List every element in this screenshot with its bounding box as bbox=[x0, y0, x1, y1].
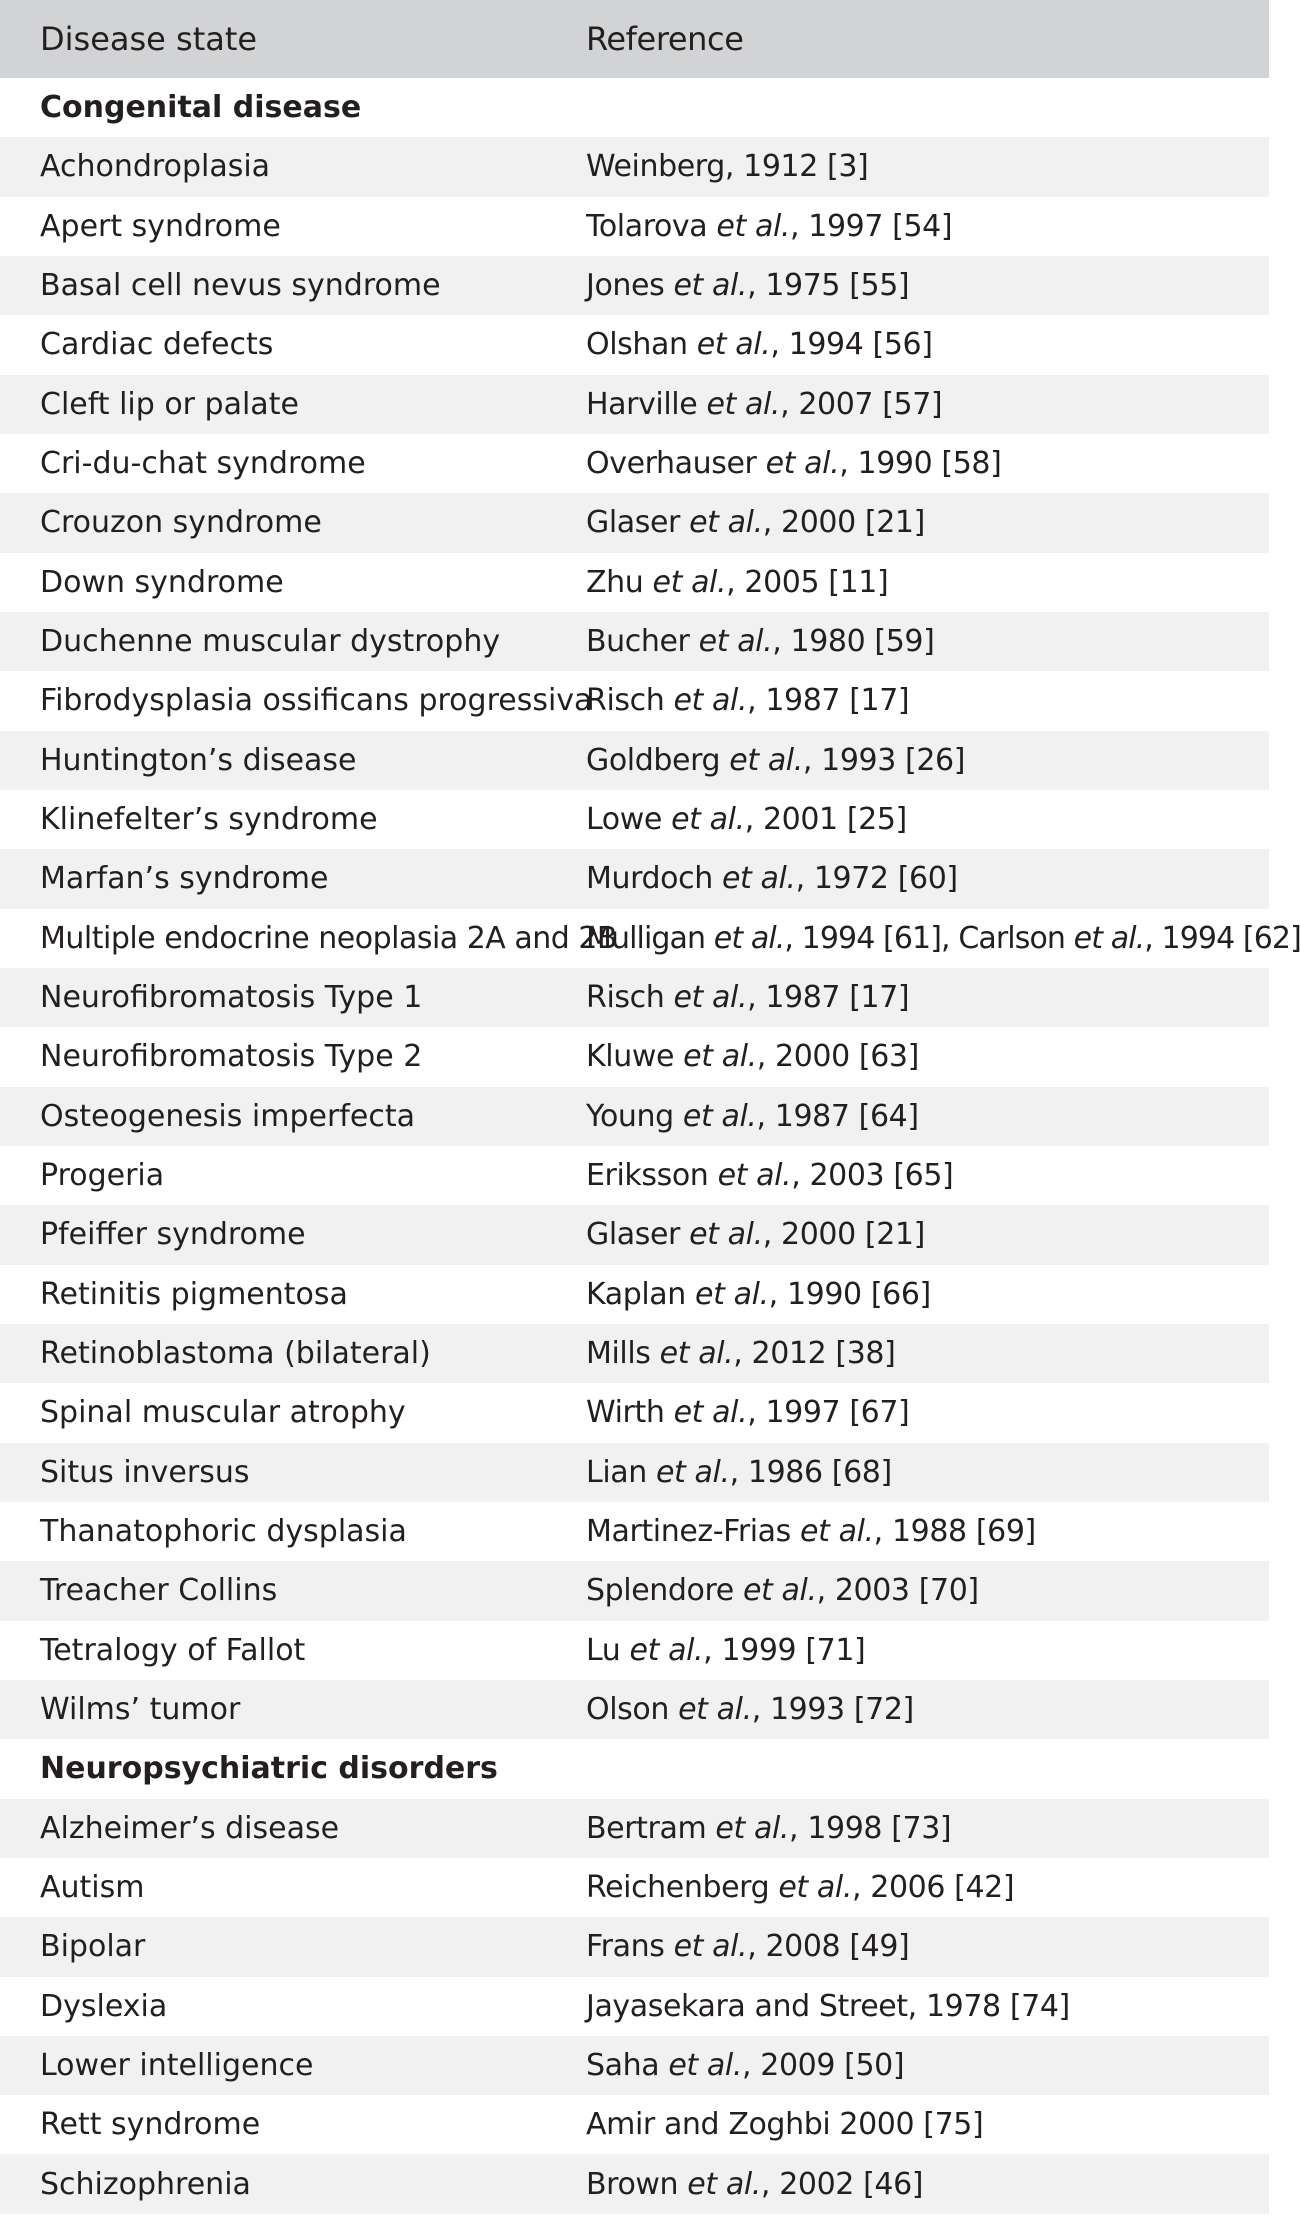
table-row bbox=[0, 375, 1269, 434]
reference-text: , 1990 [58] bbox=[839, 446, 1002, 482]
reference-etal: et al. bbox=[729, 742, 803, 778]
disease-cell: Situs inversus bbox=[40, 1454, 250, 1490]
reference-text: , 2005 [11] bbox=[726, 564, 889, 600]
reference-etal: et al. bbox=[765, 446, 840, 482]
reference-text: , 1999 [71] bbox=[703, 1632, 866, 1668]
reference-cell bbox=[586, 149, 1269, 184]
reference-text: Goldberg bbox=[586, 742, 730, 778]
header-reference: Reference bbox=[586, 20, 744, 58]
disease-cell: Lower intelligence bbox=[40, 2047, 314, 2083]
table-row bbox=[0, 1621, 1269, 1680]
disease-cell: Bipolar bbox=[40, 1929, 146, 1965]
table-row bbox=[0, 1324, 1269, 1383]
reference-cell bbox=[586, 921, 1301, 956]
reference-text: , 1980 [59] bbox=[772, 624, 935, 660]
table-row bbox=[0, 909, 1301, 968]
disease-cell: Duchenne muscular dystrophy bbox=[40, 624, 501, 660]
reference-text: Risch bbox=[586, 980, 674, 1016]
reference-etal: et al. bbox=[695, 1276, 769, 1312]
section-title: Congenital disease bbox=[40, 90, 362, 126]
reference-text: Eriksson bbox=[586, 1158, 718, 1194]
reference-text: Glaser bbox=[586, 505, 690, 541]
table-row bbox=[0, 790, 1269, 849]
reference-etal: et al. bbox=[629, 1632, 704, 1668]
section-header-row bbox=[0, 1739, 1269, 1798]
reference-text: , 2006 [42] bbox=[851, 1870, 1015, 1905]
reference-text: , 1994 [62] bbox=[1144, 920, 1301, 956]
reference-text: , 2009 [50] bbox=[742, 2047, 905, 2083]
reference-etal: et al. bbox=[706, 386, 781, 422]
reference-etal: et al. bbox=[716, 208, 791, 244]
disease-cell: Progeria bbox=[40, 1158, 165, 1194]
table-row bbox=[0, 968, 1269, 1027]
reference-cell bbox=[586, 861, 1269, 896]
reference-text: , 1988 [69] bbox=[873, 1514, 1036, 1550]
reference-etal: et al. bbox=[800, 1514, 874, 1550]
table-row bbox=[0, 671, 1269, 730]
reference-text: Kaplan bbox=[586, 1276, 696, 1312]
reference-etal: et al. bbox=[673, 1929, 748, 1965]
table-row bbox=[0, 1680, 1269, 1739]
table-row bbox=[0, 2095, 1269, 2154]
reference-etal: et al. bbox=[742, 1573, 817, 1609]
reference-cell bbox=[586, 1514, 1269, 1549]
table-row bbox=[0, 1087, 1269, 1146]
table-row bbox=[0, 434, 1269, 493]
disease-cell: Neurofibromatosis Type 2 bbox=[40, 1039, 423, 1075]
table-row bbox=[0, 1858, 1269, 1917]
reference-text: , 1972 [60] bbox=[795, 861, 958, 897]
reference-cell bbox=[586, 802, 1269, 837]
reference-cell bbox=[586, 1929, 1269, 1964]
reference-cell bbox=[586, 505, 1269, 540]
reference-text: Olshan bbox=[586, 327, 697, 363]
reference-text: , 1993 [26] bbox=[802, 742, 966, 778]
disease-cell: Wilms’ tumor bbox=[40, 1692, 241, 1728]
reference-text: Olson bbox=[586, 1692, 679, 1728]
reference-text: , 1987 [64] bbox=[756, 1098, 919, 1134]
section-header-row bbox=[0, 78, 1269, 137]
disease-cell: Down syndrome bbox=[40, 564, 284, 600]
table-row bbox=[0, 849, 1269, 908]
reference-text: , 1994 [61], Carlson bbox=[784, 920, 1074, 956]
reference-cell bbox=[586, 1217, 1269, 1252]
reference-text: , 2003 [65] bbox=[791, 1158, 954, 1194]
reference-etal: et al. bbox=[1073, 920, 1145, 956]
reference-etal: et al. bbox=[678, 1692, 752, 1728]
disease-cell: Retinitis pigmentosa bbox=[40, 1276, 348, 1312]
disease-cell: Tetralogy of Fallot bbox=[40, 1632, 306, 1668]
reference-text: Overhauser bbox=[586, 446, 766, 482]
reference-text: , 2003 [70] bbox=[816, 1573, 979, 1609]
reference-text: Jones bbox=[586, 268, 674, 304]
reference-text: Saha bbox=[586, 2047, 669, 2083]
disease-cell: Neurofibromatosis Type 1 bbox=[40, 980, 423, 1016]
reference-etal: et al. bbox=[673, 1395, 748, 1431]
table-row bbox=[0, 1561, 1269, 1620]
reference-etal: et al. bbox=[683, 1039, 757, 1075]
reference-text: , 1986 [68] bbox=[729, 1454, 892, 1490]
table-header-row bbox=[0, 0, 1269, 78]
disease-cell: Cardiac defects bbox=[40, 327, 274, 363]
reference-etal: et al. bbox=[698, 624, 773, 660]
disease-cell: Cri-du-chat syndrome bbox=[40, 446, 366, 482]
reference-cell bbox=[586, 1455, 1269, 1490]
disease-cell: Cleft lip or palate bbox=[40, 386, 299, 422]
disease-cell: Alzheimer’s disease bbox=[40, 1810, 340, 1846]
disease-cell: Basal cell nevus syndrome bbox=[40, 268, 441, 304]
reference-text: Glaser bbox=[586, 1217, 690, 1253]
reference-etal: et al. bbox=[655, 1454, 730, 1490]
table-row bbox=[0, 197, 1269, 256]
reference-cell bbox=[586, 1099, 1269, 1134]
table-row bbox=[0, 612, 1269, 671]
reference-text: , 2001 [25] bbox=[744, 802, 907, 838]
reference-text: , 2007 [57] bbox=[780, 386, 943, 422]
reference-etal: et al. bbox=[652, 564, 727, 600]
disease-cell: Dyslexia bbox=[40, 1988, 168, 2024]
reference-text: Brown bbox=[586, 2166, 688, 2202]
reference-text: , 1975 [55] bbox=[747, 268, 910, 304]
reference-text: Reichenberg bbox=[586, 1870, 779, 1905]
reference-cell bbox=[586, 1870, 1269, 1905]
reference-text: , 1990 [66] bbox=[768, 1276, 931, 1312]
reference-etal: et al. bbox=[673, 980, 748, 1016]
reference-text: Lowe bbox=[586, 802, 672, 838]
reference-text: Weinberg, 1912 [3] bbox=[586, 149, 869, 185]
reference-cell bbox=[586, 624, 1269, 659]
reference-text: , 1997 [54] bbox=[790, 208, 953, 244]
reference-text: , 1987 [17] bbox=[747, 980, 910, 1016]
disease-cell: Multiple endocrine neoplasia 2A and 2B bbox=[40, 920, 618, 956]
reference-text: Mulligan bbox=[586, 920, 714, 956]
reference-etal: et al. bbox=[696, 327, 771, 363]
reference-text: Lu bbox=[586, 1632, 630, 1668]
disease-cell: Crouzon syndrome bbox=[40, 505, 322, 541]
reference-cell bbox=[586, 1395, 1269, 1430]
reference-text: Wirth bbox=[586, 1395, 674, 1431]
disease-cell: Retinoblastoma (bilateral) bbox=[40, 1336, 431, 1372]
disease-cell: Fibrodysplasia ossificans progressiva bbox=[40, 683, 593, 719]
reference-cell bbox=[586, 1039, 1269, 1074]
table-row bbox=[0, 553, 1269, 612]
reference-cell bbox=[586, 1336, 1269, 1371]
disease-cell: Huntington’s disease bbox=[40, 742, 357, 778]
reference-text: , 2008 [49] bbox=[747, 1929, 910, 1965]
reference-cell bbox=[586, 1277, 1269, 1312]
reference-text: Martinez-Frias bbox=[586, 1514, 801, 1550]
disease-cell: Treacher Collins bbox=[40, 1573, 278, 1609]
table-body bbox=[0, 78, 1301, 2214]
reference-cell bbox=[586, 446, 1269, 481]
disease-cell: Pfeiffer syndrome bbox=[40, 1217, 306, 1253]
reference-text: , 2000 [21] bbox=[762, 1217, 925, 1253]
reference-cell bbox=[586, 683, 1269, 718]
reference-cell bbox=[586, 1811, 1269, 1846]
table-row bbox=[0, 1443, 1269, 1502]
reference-text: Splendore bbox=[586, 1573, 743, 1609]
reference-cell bbox=[586, 565, 1269, 600]
reference-cell bbox=[586, 268, 1269, 303]
reference-text: Kluwe bbox=[586, 1039, 684, 1075]
reference-etal: et al. bbox=[668, 2047, 742, 2083]
reference-etal: et al. bbox=[689, 505, 763, 541]
reference-cell bbox=[586, 327, 1269, 362]
reference-text: Harville bbox=[586, 386, 707, 422]
reference-text: Jayasekara and Street, 1978 [74] bbox=[586, 1988, 1070, 2024]
table-row bbox=[0, 1917, 1269, 1976]
reference-etal: et al. bbox=[682, 1098, 757, 1134]
table-row bbox=[0, 1799, 1269, 1858]
reference-text: Bucher bbox=[586, 624, 699, 660]
table-row bbox=[0, 493, 1269, 552]
reference-cell bbox=[586, 1989, 1269, 2024]
reference-text: Zhu bbox=[586, 564, 653, 600]
reference-cell bbox=[586, 209, 1269, 244]
reference-etal: et al. bbox=[659, 1336, 734, 1372]
reference-text: Risch bbox=[586, 683, 674, 719]
reference-cell bbox=[586, 2107, 1269, 2142]
table-row bbox=[0, 731, 1269, 790]
reference-cell bbox=[586, 980, 1269, 1015]
reference-cell bbox=[586, 1633, 1269, 1668]
header-disease-state: Disease state bbox=[40, 20, 258, 58]
disease-cell: Schizophrenia bbox=[40, 2166, 251, 2202]
reference-text: Murdoch bbox=[586, 861, 722, 897]
reference-etal: et al. bbox=[778, 1870, 852, 1905]
table-row bbox=[0, 2036, 1269, 2095]
reference-text: Lian bbox=[586, 1454, 656, 1490]
reference-text: , 1987 [17] bbox=[747, 683, 910, 719]
reference-text: , 2000 [63] bbox=[756, 1039, 919, 1075]
table-row bbox=[0, 1502, 1269, 1561]
disease-cell: Apert syndrome bbox=[40, 208, 281, 244]
reference-etal: et al. bbox=[717, 1158, 792, 1194]
reference-cell bbox=[586, 1158, 1269, 1193]
reference-etal: et al. bbox=[673, 268, 748, 304]
table-row bbox=[0, 137, 1269, 196]
section-title: Neuropsychiatric disorders bbox=[40, 1751, 498, 1787]
table-row bbox=[0, 1977, 1269, 2036]
disease-cell: Marfan’s syndrome bbox=[40, 861, 329, 897]
reference-cell bbox=[586, 2167, 1269, 2202]
table-row bbox=[0, 2154, 1269, 2213]
reference-cell bbox=[586, 743, 1269, 778]
table-row bbox=[0, 256, 1269, 315]
reference-cell bbox=[586, 387, 1269, 422]
table-row bbox=[0, 315, 1269, 374]
reference-cell bbox=[586, 1573, 1269, 1608]
disease-cell: Spinal muscular atrophy bbox=[40, 1395, 406, 1431]
table-row bbox=[0, 1383, 1269, 1442]
table-row bbox=[0, 1265, 1269, 1324]
table-row bbox=[0, 1027, 1269, 1086]
reference-etal: et al. bbox=[715, 1810, 790, 1846]
table-row bbox=[0, 1146, 1269, 1205]
reference-text: , 1994 [56] bbox=[770, 327, 933, 363]
disease-cell: Klinefelter’s syndrome bbox=[40, 802, 378, 838]
reference-text: Frans bbox=[586, 1929, 674, 1965]
disease-cell: Thanatophoric dysplasia bbox=[40, 1514, 407, 1550]
reference-text: , 2000 [21] bbox=[762, 505, 925, 541]
disease-cell: Osteogenesis imperfecta bbox=[40, 1098, 415, 1134]
disease-cell: Achondroplasia bbox=[40, 149, 271, 185]
reference-text: , 1993 [72] bbox=[751, 1692, 914, 1728]
reference-text: , 1997 [67] bbox=[747, 1395, 910, 1431]
reference-text: , 2012 [38] bbox=[733, 1336, 896, 1372]
reference-text: Young bbox=[586, 1098, 683, 1134]
reference-etal: et al. bbox=[721, 861, 796, 897]
reference-text: Mills bbox=[586, 1336, 660, 1372]
reference-etal: et al. bbox=[713, 920, 785, 956]
reference-text: Amir and Zoghbi 2000 [75] bbox=[586, 2107, 984, 2143]
reference-etal: et al. bbox=[673, 683, 748, 719]
reference-text: , 1998 [73] bbox=[789, 1810, 952, 1846]
reference-etal: et al. bbox=[687, 2166, 761, 2202]
table-row bbox=[0, 1205, 1269, 1264]
reference-text: , 2002 [46] bbox=[760, 2166, 924, 2202]
reference-text: Tolarova bbox=[586, 208, 717, 244]
reference-cell bbox=[586, 1692, 1269, 1727]
reference-etal: et al. bbox=[689, 1217, 763, 1253]
reference-etal: et al. bbox=[671, 802, 745, 838]
reference-text: Bertram bbox=[586, 1810, 716, 1846]
disease-cell: Rett syndrome bbox=[40, 2107, 261, 2143]
disease-cell: Autism bbox=[40, 1870, 145, 1905]
reference-cell bbox=[586, 2048, 1269, 2083]
